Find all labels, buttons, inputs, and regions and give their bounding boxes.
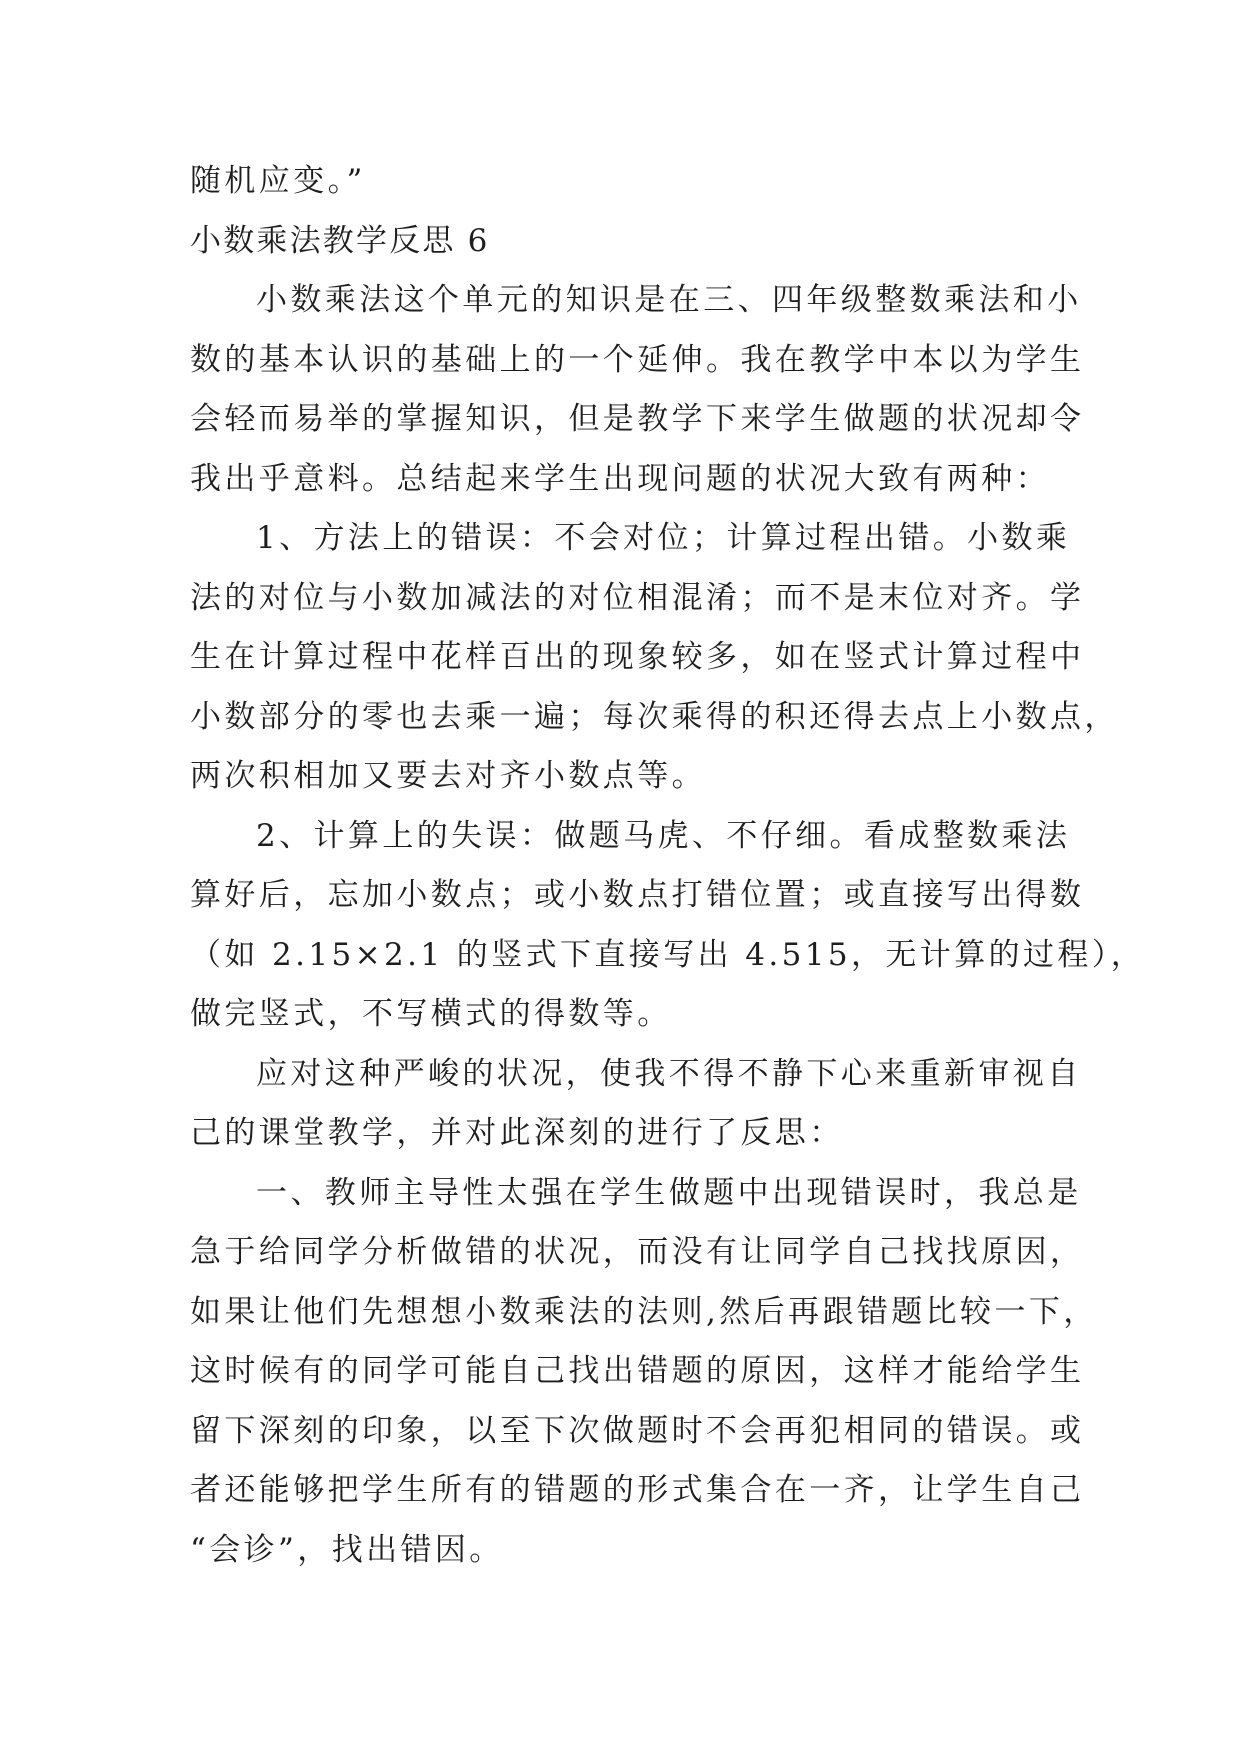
text-line: 数的基本认识的基础上的一个延伸。我在教学中本以为学生: [190, 341, 1085, 378]
text-line: 做完竖式，不写横式的得数等。: [190, 996, 672, 1032]
text-line: 会轻而易举的掌握知识，但是教学下来学生做题的状况却令: [190, 401, 1085, 437]
text-line: “会诊”，找出错因。: [190, 1531, 504, 1568]
text-line: （如 2.15×2.1 的竖式下直接写出 4.515，无计算的过程），: [190, 936, 1146, 973]
text-line: 己的课堂教学，并对此深刻的进行了反思：: [190, 1115, 844, 1151]
paragraph-first-line: 一、教师主导性太强在学生做题中出现错误时，我总是: [256, 1174, 1082, 1211]
text-line: 留下深刻的印象，以至下次做题时不会再犯相同的错误。或: [190, 1412, 1085, 1449]
text-line: 急于给同学分析做错的状况，而没有让同学自己找找原因，: [190, 1234, 1085, 1270]
text-line: 我出乎意料。总结起来学生出现问题的状况大致有两种：: [190, 460, 1050, 497]
text-line: 如果让他们先想想小数乘法的法则,然后再跟错题比较一下，: [190, 1293, 1098, 1330]
text-line: 法的对位与小数加减法的对位相混淆；而不是末位对齐。学: [190, 579, 1085, 616]
paragraph-first-line: 应对这种严峻的状况，使我不得不静下心来重新审视自: [256, 1055, 1082, 1092]
text-line: 随机应变。”: [190, 163, 366, 199]
paragraph-first-line: 2、计算上的失误：做题马虎、不仔细。看成整数乘法: [256, 817, 1071, 854]
paragraph-first-line: 1、方法上的错误：不会对位；计算过程出错。小数乘: [256, 520, 1071, 556]
paragraph-first-line: 小数乘法这个单元的知识是在三、四年级整数乘法和小: [256, 282, 1082, 318]
text-line: 两次积相加又要去对齐小数点等。: [190, 758, 706, 794]
document-body: [190, 152, 1146, 1580]
text-line: 者还能够把学生所有的错题的形式集合在一齐，让学生自己: [190, 1472, 1085, 1508]
section-heading: 小数乘法教学反思 6: [190, 222, 490, 259]
text-line: 这时候有的同学可能自己找出错题的原因，这样才能给学生: [190, 1353, 1085, 1389]
text-line: 小数部分的零也去乘一遍；每次乘得的积还得去点上小数点，: [190, 698, 1119, 735]
text-line: 算好后，忘加小数点；或小数点打错位置；或直接写出得数: [190, 877, 1085, 913]
text-line: 生在计算过程中花样百出的现象较多，如在竖式计算过程中: [190, 639, 1085, 675]
